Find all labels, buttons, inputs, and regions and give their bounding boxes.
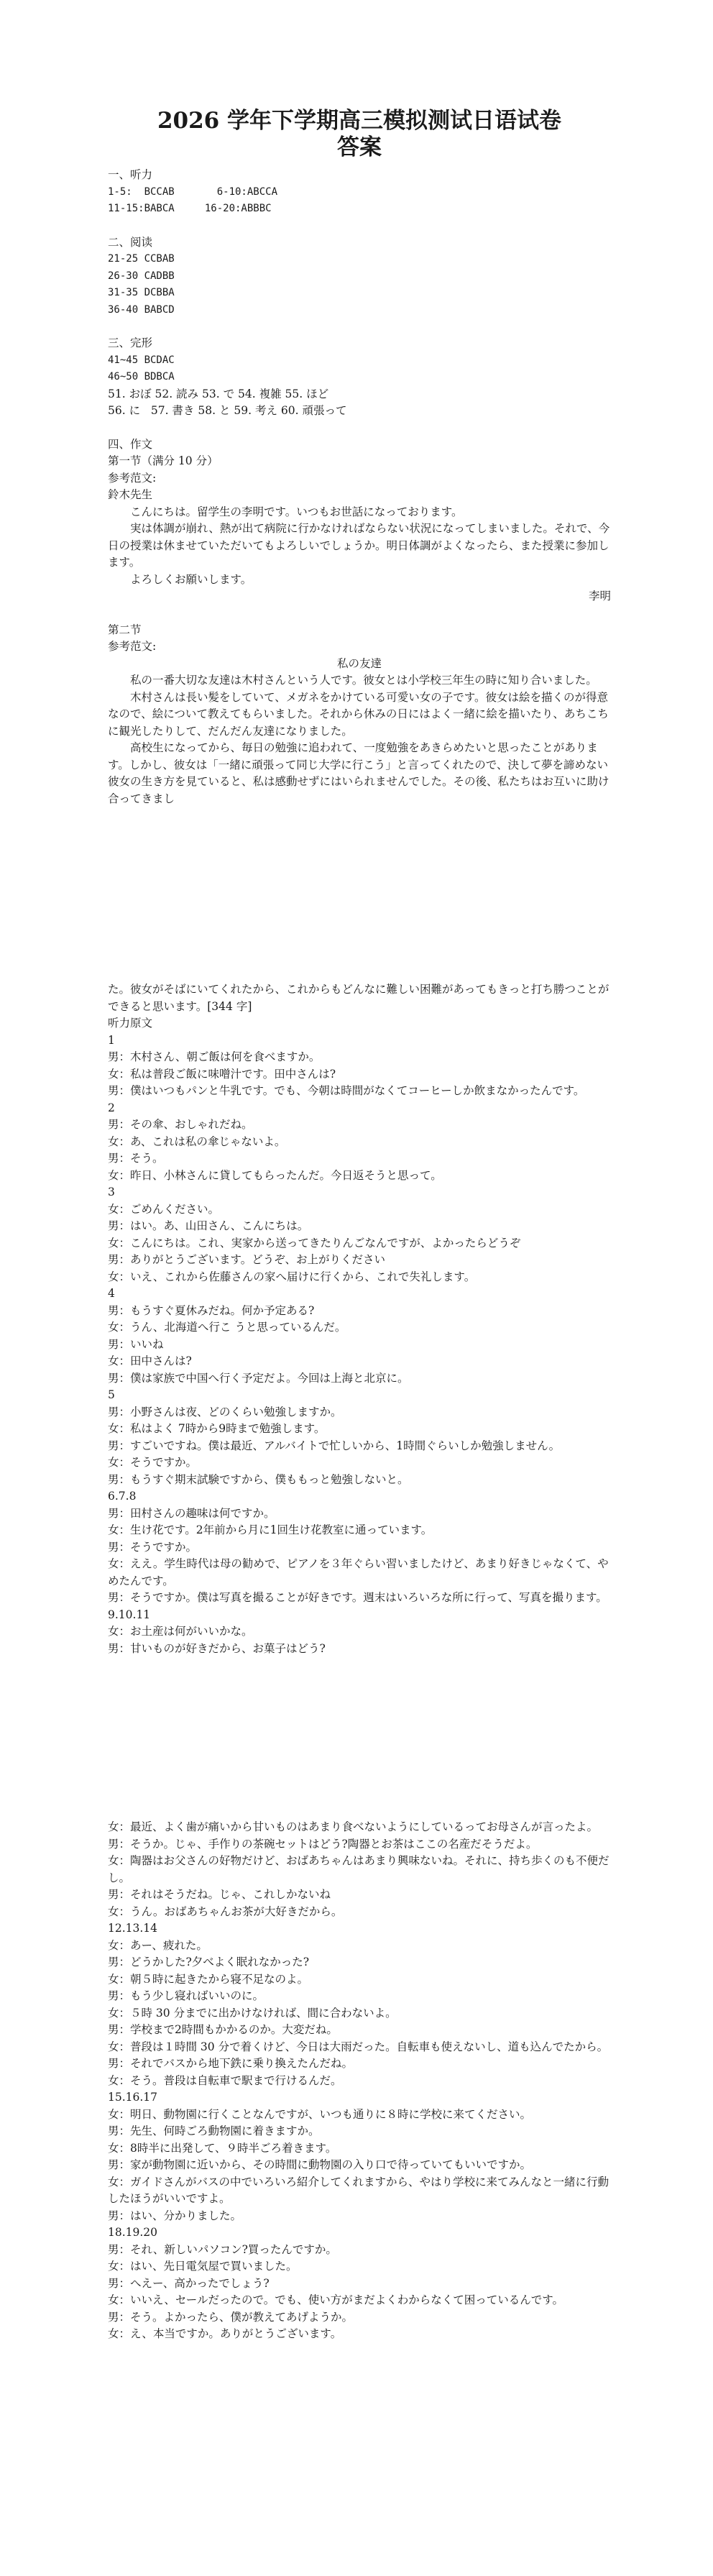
transcript-line: 女：うん。おばあちゃんお茶が大好きだから。 xyxy=(108,1905,343,1918)
answer-line: 41~45 BCDAC xyxy=(108,354,175,366)
transcript-line: 女：ガイドさんがバスの中でいろいろ紹介してくれますから、やはり学校に来てみんなと一緒に行動したほうがいいですよ。 xyxy=(108,2175,610,2205)
transcript-line: 男：はい。あ、山田さん、こんにちは。 xyxy=(108,1219,309,1232)
transcript-line: 女：え、本当ですか。ありがとうございます。 xyxy=(108,2327,342,2340)
answer-line: 1-5: BCCAB 6-10:ABCCA xyxy=(108,185,278,198)
transcript-line: 男：田村さんの趣味は何ですか。 xyxy=(108,1506,275,1520)
transcript-line: 男：もう少し寝ればいいのに。 xyxy=(108,1989,264,2002)
essay-paragraph: 木村さんは長い髪をしていて、メガネをかけている可愛い女の子です。彼女は絵を描くのが得意なので、絵について教えてもらいました。それから休みの日にはよく一緒に絵を描いたり、あちこちに観光したりして、だんだん友達になりました。 xyxy=(108,690,609,738)
transcript-line: 女：いえ、これから佐藤さんの家へ届けに行くから、これで失礼します。 xyxy=(108,1270,476,1283)
transcript-line: 3 xyxy=(108,1186,115,1198)
transcript-line: 女：お土産は何がいいかな。 xyxy=(108,1625,253,1638)
transcript-line: 男：そう。 xyxy=(108,1152,164,1165)
transcript-line: 女：はい、先日電気屋で買いました。 xyxy=(108,2260,298,2273)
sample-label: 参考范文: xyxy=(108,640,157,653)
answer-line: 11-15:BABCA 16-20:ABBBC xyxy=(108,203,272,214)
transcript-line: 男：そうか。じゃ、手作りの茶碗セットはどう?陶器とお茶はここの名産だそうだよ。 xyxy=(108,1837,538,1851)
answer-line: 31-35 DCBBA xyxy=(108,287,175,298)
transcript-line: 女：明日、動物園に行くことなんですが、いつも通りに８時に学校に来てください。 xyxy=(108,2107,532,2121)
transcript-line: 男：小野さんは夜、どのくらい勉強しますか。 xyxy=(108,1405,342,1418)
transcript-line: 男：もうすぐ夏休みだね。何か予定ある? xyxy=(108,1303,315,1317)
transcript-line: 女：あ、これは私の傘じゃないよ。 xyxy=(108,1135,286,1148)
transcript-line: 男：はい、分かりました。 xyxy=(108,2209,242,2222)
essay-paragraph: た。彼女がそばにいてくれたから、これからもどんなに難しい困難があってもきっと打ち勝つことができると思います。[344 字] xyxy=(108,983,610,1013)
transcript-line: 男：ありがとうございます。どうぞ、お上がりください xyxy=(108,1253,385,1266)
answer-line: 21-25 CCBAB xyxy=(108,253,175,265)
transcript-line: 男：そうですか。僕は写真を撮ることが好きです。週末はいろいろな所に行って、写真を撮ります。 xyxy=(108,1591,607,1604)
transcript-line: 4 xyxy=(108,1287,115,1300)
transcript-line: 女：朝５時に起きたから寝不足なのよ。 xyxy=(108,1972,309,1986)
letter-salutation: 鈴木先生 xyxy=(108,488,153,501)
transcript-line: 女：最近、よく歯が痛いから甘いものはあまり食べないようにしているってお母さんが言ったよ。 xyxy=(108,1820,599,1833)
transcript-line: 男：僕はいつもパンと牛乳です。でも、今朝は時間がなくてコーヒーしか飲まなかったんです。 xyxy=(108,1084,585,1097)
answer-sheet-page-1 xyxy=(108,108,611,807)
page-subtitle: 答案 xyxy=(337,134,382,160)
transcript-line: 9.10.11 xyxy=(108,1608,151,1621)
transcript-line: 6.7.8 xyxy=(108,1490,137,1503)
transcript-line: 男：そう。よかったら、僕が教えてあげようか。 xyxy=(108,2310,354,2324)
transcript-line: 5 xyxy=(108,1388,115,1401)
writing-section1-heading: 第一节（满分 10 分） xyxy=(108,454,218,467)
transcript-line: 女：8時半に出発して、９時半ごろ着きます。 xyxy=(108,2141,337,2155)
letter-paragraph: 実は体調が崩れ、熱が出て病院に行かなければならない状況になってしまいました。それで、今日の授業は休ませていただいてもよろしいでしょうか。明日体調がよくなったら、また授業に参加します。 xyxy=(108,522,610,569)
transcript-line: 女：あー、疲れた。 xyxy=(108,1938,208,1952)
transcript-line: 女：そうですか。 xyxy=(108,1456,198,1469)
page-title: 2026 学年下学期高三模拟测试日语试卷 xyxy=(157,108,562,134)
transcript-line: 男：どうかした?夕べよく眠れなかった? xyxy=(108,1956,310,1968)
transcript-line: 男：へえー、高かったでしょう? xyxy=(108,2276,270,2290)
transcript-line: 男：その傘、おしゃれだね。 xyxy=(108,1118,253,1131)
transcript-line: 男：そうですか。 xyxy=(108,1540,198,1554)
transcript-line: 女：昨日、小林さんに貸してもらったんだ。今日返そうと思って。 xyxy=(108,1168,442,1182)
letter-paragraph: よろしくお願いします。 xyxy=(130,572,252,586)
transcript-line: 12.13.14 xyxy=(108,1922,158,1935)
transcript-heading: 听力原文 xyxy=(108,1017,153,1030)
writing-section2-heading: 第二节 xyxy=(108,623,142,636)
transcript-line: 男：木村さん、朝ご飯は何を食べますか。 xyxy=(108,1050,321,1063)
transcript-line: 15.16.17 xyxy=(108,2091,158,2104)
transcript-line: 1 xyxy=(108,1033,115,1047)
transcript-line: 女：いいえ、セールだったので。でも、使い方がまだよくわからなくて困っているんです。 xyxy=(108,2293,564,2306)
transcript-line: 男：僕は家族で中国へ行く予定だよ。今回は上海と北京に。 xyxy=(108,1371,409,1385)
transcript-line: 男：学校まで2時間もかかるのか。大変だね。 xyxy=(108,2023,338,2036)
transcript-list xyxy=(108,1032,611,1658)
letter-signature: 李明 xyxy=(588,590,611,602)
section-heading-writing: 四、作文 xyxy=(108,437,153,451)
transcript-line: 女：私は普段ご飯に味噌汁です。田中さんは? xyxy=(108,1067,336,1081)
answer-line: 26-30 CADBB xyxy=(108,270,175,282)
transcript-line: 女：陶器はお父さんの好物だけど、おばあちゃんはあまり興味ないね。それに、持ち歩くのも不便だし。 xyxy=(108,1854,610,1884)
transcript-line: 男：もうすぐ期末試験ですから、僕ももっと勉強しないと。 xyxy=(108,1472,409,1486)
transcript-line: 女：５時 30 分までに出かけなければ、間に合わないよ。 xyxy=(108,2006,397,2020)
sample-label: 参考范文: xyxy=(108,471,157,485)
transcript-line: 女：こんにちは。これ、実家から送ってきたりんごなんですが、よかったらどうぞ xyxy=(108,1236,521,1250)
transcript-line: 女：ええ。学生時代は母の勧めで、ピアノを３年ぐらい習いましたけど、あまり好きじゃなくて、やめたんです。 xyxy=(108,1557,609,1587)
transcript-line: 男：甘いものが好きだから、お菓子はどう? xyxy=(108,1641,326,1655)
transcript-line: 女：田中さんは? xyxy=(108,1355,192,1367)
answer-sheet-page-3 xyxy=(108,1819,611,2343)
transcript-line: 2 xyxy=(108,1101,115,1114)
section-heading-cloze: 三、完形 xyxy=(108,336,153,349)
essay-title: 私の友達 xyxy=(336,656,382,670)
transcript-line: 男：いいね xyxy=(108,1337,164,1351)
answer-line: 51. おぼ 52. 読み 53. で 54. 複雑 55. ほど xyxy=(108,387,329,400)
transcript-line: 男：それ、新しいパソコン?買ったんですか。 xyxy=(108,2242,337,2256)
letter-paragraph: こんにちは。留学生の李明です。いつもお世話になっております。 xyxy=(130,505,463,518)
essay-paragraph: 私の一番大切な友達は木村さんという人です。彼女とは小学校三年生の時に知り合いました。 xyxy=(130,674,597,687)
answer-line: 36-40 BABCD xyxy=(108,303,175,316)
section-heading-reading: 二、阅读 xyxy=(108,235,153,249)
essay-paragraph: 高校生になってから、毎日の勉強に追われて、一度勉強をあきらめたいと思ったことがあります。しかし、彼女は「一緒に頑張って同じ大学に行こう」と言ってくれたので、決して夢を諦めない彼女の生き方を見ていると、私は感動せずにはいられませんでした。その後、私たちはお互いに助け合ってきまし xyxy=(108,741,610,805)
section-heading-listening: 一、听力 xyxy=(108,168,153,181)
transcript-line: 男：すごいですね。僕は最近、アルバイトで忙しいから、1時間ぐらいしか勉強しません。 xyxy=(108,1439,561,1452)
transcript-line: 男：家が動物園に近いから、その時間に動物園の入り口で待っていてもいいですか。 xyxy=(108,2158,532,2171)
transcript-list xyxy=(108,1819,611,2343)
transcript-line: 女：私はよく 7時から9時まで勉強します。 xyxy=(108,1422,326,1435)
answer-sheet-page-2 xyxy=(108,981,611,1657)
transcript-line: 女：ごめんください。 xyxy=(108,1202,220,1216)
transcript-line: 男：先生、何時ごろ動物園に着きますか。 xyxy=(108,2124,320,2137)
transcript-line: 女：生け花です。2年前から月に1回生け花教室に通っています。 xyxy=(108,1523,433,1536)
transcript-line: 男：それでバスから地下鉄に乗り換えたんだね。 xyxy=(108,2057,354,2070)
transcript-line: 女：そう。普段は自転車で駅まで行けるんだ。 xyxy=(108,2073,342,2087)
transcript-line: 女：うん、北海道へ行こ うと思っているんだ。 xyxy=(108,1321,346,1334)
transcript-line: 18.19.20 xyxy=(108,2226,158,2239)
transcript-line: 女：普段は１時間 30 分で着くけど、今日は大雨だった。自転車も使えないし、道も込んでたから。 xyxy=(108,2040,609,2053)
transcript-line: 男：それはそうだね。じゃ、これしかないね xyxy=(108,1888,331,1901)
answer-line: 56. に 57. 書き 58. と 59. 考え 60. 頑張って xyxy=(108,404,347,417)
answer-line: 46~50 BDBCA xyxy=(108,371,175,382)
